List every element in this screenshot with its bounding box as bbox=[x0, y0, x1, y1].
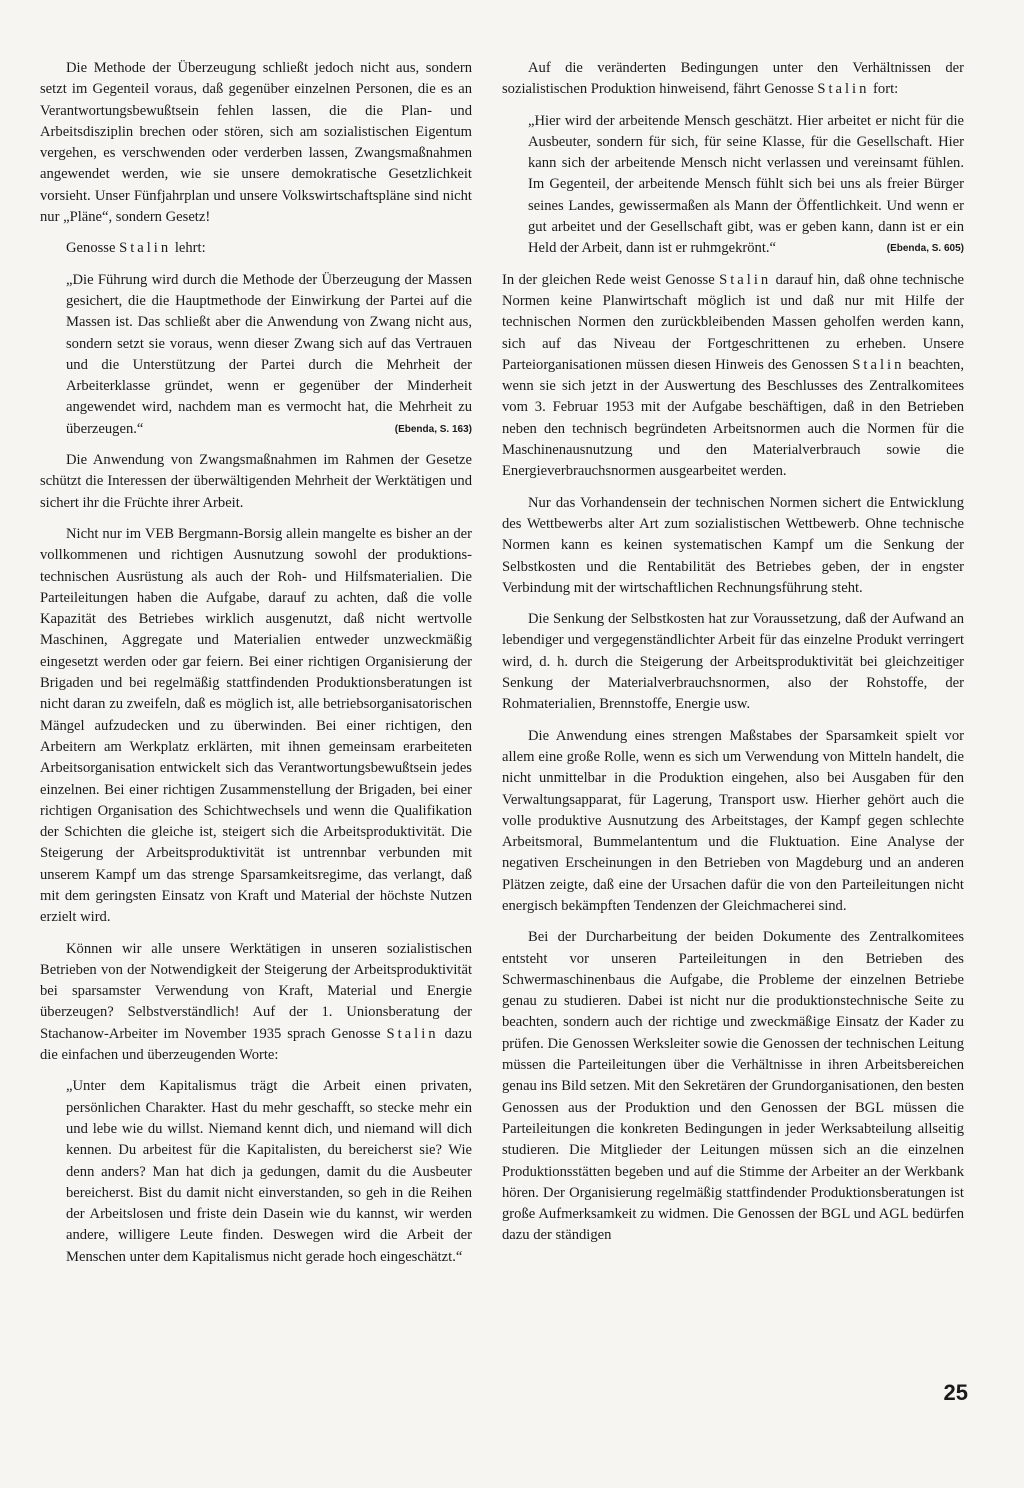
text-span: fort: bbox=[869, 81, 899, 98]
text-span: darauf hin, daß ohne technische Normen keine Planwirtschaft möglich ist und daß nur mit Hilfe der technischen Normen den zurückbleibenden Massen geholfen werden kann, sich auf das Niveau der Fortgeschrittenen zu erheben. Unsere Parteiorganisationen müssen diesen Hinweis des Genossen bbox=[502, 271, 964, 373]
author-name: Stalin bbox=[817, 81, 870, 98]
text-span: Genosse bbox=[66, 240, 120, 257]
paragraph: Die Methode der Überzeugung schließt jedoch nicht aus, sondern setzt im Gegenteil voraus, daß gegenüber einzelnen Personen, die es an Verantwortungsbewußtsein fehlen lassen, die die Plan- und Arbeitsdisziplin brechen oder stören, sich am sozialistischen Eigentum vergehen, es verschwenden oder verderben lassen, Zwangsmaßnahmen angewendet werden, wie sie unsere demokratische Gesetzlichkeit vorsieht. Unser Fünfjahrplan und unsere Volkswirtschaftspläne sind nicht nur „Pläne“, sondern Gesetz! bbox=[40, 60, 472, 226]
author-name: Stalin bbox=[119, 240, 172, 257]
author-name: Stalin bbox=[719, 271, 772, 288]
citation: (Ebenda, S. 163) bbox=[394, 423, 472, 435]
quote-text bbox=[528, 111, 964, 260]
author-name: Stalin bbox=[852, 356, 905, 373]
quote-text bbox=[66, 270, 472, 440]
quote-span: „Die Führung wird durch die Methode der Überzeugung der Massen gesichert, die die Hauptmethode der Einwirkung der Partei auf die Massen ist. Das schließt aber die Anwendung von Zwang nicht aus, sondern setzt sie voraus, wenn dieser Zwang sich auf das Vertrauen und die Unterstützung der Partei durch die Mehrheit der Arbeiterklasse gründet, wenn er gegenüber der Minderheit angewendet wird, nachdem man es vermocht hat, die Mehrheit zu überzeugen.“ bbox=[66, 271, 472, 437]
right-column bbox=[502, 58, 964, 1257]
text-span: lehrt: bbox=[171, 240, 206, 257]
paragraph: Die Senkung der Selbstkosten hat zur Voraussetzung, daß der Aufwand an lebendiger und vergegenständlichter Arbeit für das einzelne Produkt verringert wird, d. h. durch die Steigerung der Arbeitsproduktivität bei gleichzeitiger Senkung der Materialverbrauchsnormen, also der Rohstoffe, der Rohmaterialien, Brennstoffe, Energie usw. bbox=[502, 611, 964, 713]
quote-text: „Unter dem Kapitalismus trägt die Arbeit einen privaten, persönlichen Charakter. Hast du mehr geschafft, so stecke mehr ein und lebe wie du willst. Niemand kennt dich, und niemand will dich kennen. Du arbeitest für die Kapitalisten, du bereicherst sie? Wie denn anders? Man hat dich ja gedungen, damit du die Ausbeuter bereicherst. Bist du damit nicht einverstanden, so geh in die Reihen der Arbeitslosen und friste dein Dasein wie du kannst, wir werden andere, willigere Leute finden. Deswegen wird die Arbeit der Menschen unter dem Kapitalismus nicht gerade hoch eingeschätzt.“ bbox=[66, 1078, 472, 1265]
paragraph bbox=[40, 238, 472, 259]
paragraph: Nur das Vorhandensein der technischen Normen sichert die Entwicklung des Wettbewerbs alter Art zum sozialistischen Wettbewerb. Ohne technische Normen kann es keinen systematischen Kampf um die Senkung der Selbstkosten und die Rentabilität des Betriebes geben, der in engster Verbindung mit der wirtschaftlichen Rechnungsführung steht. bbox=[502, 494, 964, 596]
text-span: Auf die veränderten Bedingungen unter den Verhältnissen der sozialistischen Produktion hinweisend, fährt Genosse bbox=[502, 60, 964, 98]
text-span: beachten, wenn sie sich jetzt in der Auswertung des Beschlusses des Zentralkomitees vom 3. Februar 1953 mit der Aufgabe beschäftigen, daß in den Betrieben neben den technisch begründeten Arbeitsnormen auch die Normen für die Maschinenausnutzung und den Materialverbrauch sowie die Energieverbrauchsnormen ausgearbeitet werden. bbox=[502, 356, 964, 480]
paragraph: Die Anwendung eines strengen Maßstabes der Sparsamkeit spielt vor allem eine große Rolle, wenn es sich um Verwendung von Mitteln handelt, die nicht unmittelbar in die Produktion eingehen, also bei Ausgaben für den Verwaltungsapparat, für Lagerung, Transport usw. Hierher gehört auch die volle produktive Ausnutzung des Arbeitstages, der Kampf gegen schlechte Arbeitsmoral, Bummelantentum und die Fluktuation. Eine Analyse der negativen Erscheinungen in den Betrieben von Magdeburg und an anderen Plätzen zeigte, daß eine der Ursachen dafür die von den Parteileitungen nicht energisch bekämpften Tendenzen der Gleichmacherei sind. bbox=[502, 727, 964, 914]
page-number: 25 bbox=[943, 1380, 968, 1405]
block-quote bbox=[40, 270, 472, 440]
text-span: In der gleichen Rede weist Genosse bbox=[502, 271, 720, 288]
text-span: Können wir alle unsere Werktätigen in unseren sozialistischen Betrieben von der Notwendigkeit der Steigerung der Arbeitsproduktivität bei sparsamster Verwendung von Kraft, Material und Energie überzeugen? Selbstverständlich! Auf der 1. Unionsberatung der Stachanow-Arbeiter im November 1935 sprach Genosse bbox=[40, 940, 472, 1042]
paragraph bbox=[40, 939, 472, 1067]
text-span: dazu die einfachen und überzeugenden Worte: bbox=[40, 1025, 472, 1064]
block-quote bbox=[502, 111, 964, 260]
paragraph: Bei der Durcharbeitung der beiden Dokumente des Zentralkomitees entsteht vor unseren Parteileitungen in den Betrieben des Schwermaschinenbaus die Aufgabe, die Probleme der einzelnen Betriebe genau zu studieren. Dabei ist nicht nur die produktionstechnische Seite zu beachten, sondern auch der richtige und zweckmäßige Einsatz der Kader zu prüfen. Die Genossen Werksleiter sowie die Genossen der technischen Leitung müssen die Parteileitungen über die Verhältnisse in ihren Arbeitsbereichen genau ins Bild setzen. Mit den Sekretären der Grundorganisationen, den besten Genossen aus der Produktion und den Genossen der BGL müssen die Parteileitungen die konkreten Bedingungen in jeder Werksabteilung allseitig studieren. Die Mitglieder der Leitungen müssen sich an die einzelnen Produktionsstätten begeben und auf die Stimme der Arbeiter an der Werkbank hören. Der Organisierung regelmäßig stattfindender Produktionsberatungen ist große Aufmerksamkeit zu widmen. Die Genossen der BGL und AGL bedürfen dazu der ständigen bbox=[502, 929, 964, 1244]
left-column bbox=[40, 58, 472, 1278]
paragraph bbox=[502, 270, 964, 483]
quote-span: „Hier wird der arbeitende Mensch geschätzt. Hier arbeitet er nicht für die Ausbeuter, sondern für sich, für seine Klasse, für die Gesellschaft. Hier kann sich der arbeitende Mensch nicht verlassen und vereinsamt fühlen. Im Gegenteil, der arbeitende Mensch fühlt sich bei uns als freier Bürger seines Landes, gewissermaßen als Mann der Öffentlichkeit. Und wenn er gut arbeitet und der Gesellschaft gibt, was er geben kann, dann ist er ein Held der Arbeit, dann ist er ruhmgekrönt.“ bbox=[528, 112, 964, 257]
author-name: Stalin bbox=[386, 1025, 439, 1042]
paragraph bbox=[502, 58, 964, 101]
citation: (Ebenda, S. 605) bbox=[886, 243, 964, 255]
paragraph: Nicht nur im VEB Bergmann-Borsig allein mangelte es bisher an der vollkommenen und richtigen Ausnutzung sowohl der produktions-technischen Ausrüstung als auch der Roh- und Hilfsmaterialien. Die Parteileitungen haben die Aufgabe, darauf zu achten, daß die volle Kapazität des Betriebes wirklich ausgenutzt, daß nicht wertvolle Maschinen, Aggregate und Materialien entweder unzweckmäßig eingesetzt werden oder gar feiern. Bei einer richtigen Organisierung der Brigaden und bei regelmäßig stattfindenden Produktionsberatungen ist nicht daran zu zweifeln, daß es möglich ist, alle betriebsorganisatorischen Mängel aufzudecken und zu überwinden. Bei einer richtigen, den Arbeitern am Werkplatz erklärten, mit ihnen gemeinsam erarbeiteten Arbeitsorganisation entwickelt sich das Verantwortungsbewußtsein jedes einzelnen. Bei einer richtigen Zusammenstellung der Brigaden, bei einer richtigen Organisation des Schichtwechsels und wenn die Qualifikation der Schichten die gleiche ist, steigert sich die Arbeitsproduktivität. Die Steigerung der Arbeitsproduktivität ist untrennbar verbunden mit unserem Kampf um das strenge Sparsamkeitsregime, das verlangt, daß mit dem geringsten Einsatz von Kraft und Material der höchste Nutzen erzielt wird. bbox=[40, 525, 472, 926]
block-quote bbox=[40, 1076, 472, 1268]
paragraph: Die Anwendung von Zwangsmaßnahmen im Rahmen der Gesetze schützt die Interessen der überwältigenden Mehrheit der Werktätigen und sichert ihr die Früchte ihrer Arbeit. bbox=[40, 452, 472, 511]
